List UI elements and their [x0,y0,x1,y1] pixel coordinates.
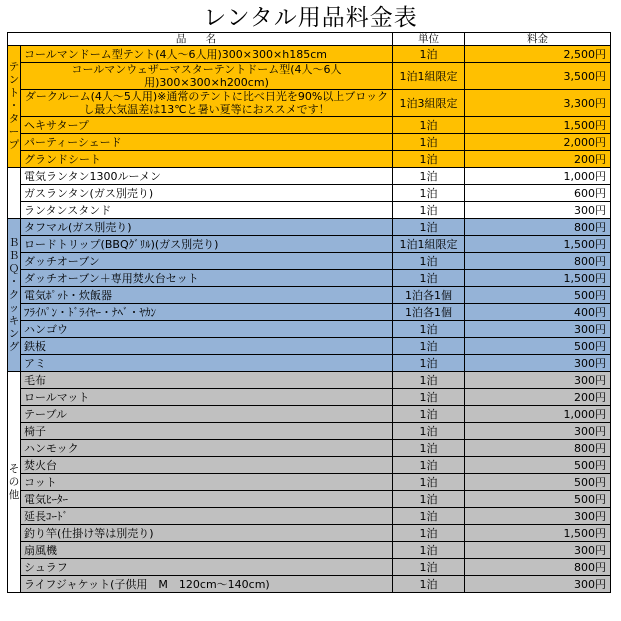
item-name: アミ [21,355,393,372]
item-unit: 1泊 [393,253,465,270]
item-price: 1,500円 [465,525,611,542]
table-row [8,185,611,202]
item-name: 焚火台 [21,457,393,474]
item-name: ヘキサタープ [21,117,393,134]
item-name: コット [21,474,393,491]
item-unit: 1泊 [393,440,465,457]
item-name: 延長ｺｰﾄﾞ [21,508,393,525]
item-name: テーブル [21,406,393,423]
category-char: そ [8,462,20,475]
category-char: ー [8,126,20,138]
item-unit: 1泊 [393,202,465,219]
item-unit: 1泊1組限定 [393,63,465,90]
item-name: コールマンドーム型テント(4人～6人用)300×300×h185cm [21,46,393,63]
table-row [8,236,611,253]
table-row [8,117,611,134]
category-char: ン [8,327,20,340]
item-name: ロードトリップ(BBQｸﾞﾘﾙ)(ガス別売り) [21,236,393,253]
item-price: 500円 [465,287,611,304]
item-name: ダッチオーブン [21,253,393,270]
item-name: 電気ランタン1300ルーメン [21,168,393,185]
item-price: 2,500円 [465,46,611,63]
table-row [8,457,611,474]
item-unit: 1泊 [393,46,465,63]
item-price: 1,500円 [465,117,611,134]
table-row [8,270,611,287]
item-name: ダッチオーブン＋専用焚火台セット [21,270,393,287]
item-price: 500円 [465,491,611,508]
item-name: コールマンウェザーマスターテントドーム型(4人～6人用)300×300×h200cm) [21,63,393,90]
page-title: レンタル用品料金表 [203,5,418,31]
item-name: ハンモック [21,440,393,457]
item-price: 800円 [465,559,611,576]
item-unit: 1泊 [393,542,465,559]
category-char: ン [8,74,20,86]
item-name: ロールマット [21,389,393,406]
item-price: 800円 [465,253,611,270]
item-price: 800円 [465,440,611,457]
category-char: 他 [8,488,20,501]
table-row [8,440,611,457]
category-char: プ [8,139,20,151]
table-row [8,46,611,63]
item-unit: 1泊 [393,134,465,151]
item-price: 400円 [465,304,611,321]
item-name: 扇風機 [21,542,393,559]
item-unit: 1泊 [393,508,465,525]
item-name: ダークルーム(4人～5人用)※通常のテントに比べ日光を90%以上ブロックし最大気温差は13℃と暑い夏等におススメです！ [21,90,393,117]
item-name: 釣り竿(仕掛け等は別売り) [21,525,393,542]
category-char: ・ [8,100,20,112]
item-unit: 1泊 [393,389,465,406]
item-unit: 1泊 [393,338,465,355]
item-unit: 1泊 [393,559,465,576]
category-char: ッ [8,301,20,314]
item-price: 1,000円 [465,406,611,423]
table-row [8,90,611,117]
header-name: 品 名 [8,33,393,46]
table-row [8,168,611,185]
table-row [8,508,611,525]
table-row [8,287,611,304]
item-price: 200円 [465,151,611,168]
category-char: Ｂ [8,249,20,262]
header-price: 料金 [465,33,611,46]
table-row [8,491,611,508]
item-name: 椅子 [21,423,393,440]
item-price: 300円 [465,202,611,219]
item-unit: 1泊 [393,117,465,134]
table-row [8,474,611,491]
item-unit: 1泊 [393,372,465,389]
item-price: 1,500円 [465,270,611,287]
item-unit: 1泊 [393,270,465,287]
item-unit: 1泊 [393,355,465,372]
item-name: グランドシート [21,151,393,168]
item-price: 500円 [465,338,611,355]
rental-price-table [7,32,611,593]
item-name: シュラフ [21,559,393,576]
item-name: タフマル(ガス別売り) [21,219,393,236]
category-label-other [8,372,21,593]
item-name: ライフジャケット(子供用 M 120cm～140cm) [21,576,393,593]
table-row [8,576,611,593]
table-header-row [8,33,611,46]
item-unit: 1泊各1個 [393,287,465,304]
item-price: 300円 [465,576,611,593]
table-row [8,134,611,151]
item-price: 300円 [465,355,611,372]
item-name: 鉄板 [21,338,393,355]
item-price: 300円 [465,508,611,525]
category-char: ト [8,87,20,99]
category-char: キ [8,314,20,327]
category-label-lighting [8,168,21,219]
category-char: グ [8,340,20,353]
item-unit: 1泊 [393,168,465,185]
item-price: 2,000円 [465,134,611,151]
table-row [8,542,611,559]
item-unit: 1泊 [393,219,465,236]
item-unit: 1泊3組限定 [393,90,465,117]
table-row [8,63,611,90]
item-unit: 1泊各1個 [393,304,465,321]
category-label-tent [8,46,21,168]
category-char: Ｑ [8,262,20,275]
item-unit: 1泊1組限定 [393,236,465,253]
item-unit: 1泊 [393,423,465,440]
item-price: 300円 [465,372,611,389]
table-row [8,372,611,389]
item-price: 800円 [465,219,611,236]
table-row [8,304,611,321]
item-unit: 1泊 [393,151,465,168]
item-unit: 1泊 [393,525,465,542]
category-char: Ｂ [8,236,20,249]
item-name: 毛布 [21,372,393,389]
table-row [8,338,611,355]
item-unit: 1泊 [393,457,465,474]
table-row [8,253,611,270]
item-price: 3,300円 [465,90,611,117]
item-price: 300円 [465,542,611,559]
item-price: 1,000円 [465,168,611,185]
item-price: 1,500円 [465,236,611,253]
table-row [8,559,611,576]
table-row [8,355,611,372]
item-price: 500円 [465,457,611,474]
item-unit: 1泊 [393,321,465,338]
item-name: 電気ﾋｰﾀｰ [21,491,393,508]
item-price: 200円 [465,389,611,406]
item-unit: 1泊 [393,576,465,593]
table-row [8,321,611,338]
item-name: ﾌﾗｲﾊﾟﾝ・ﾄﾞﾗｲﾔｰ・ﾅﾍﾞ・ﾔｶﾝ [21,304,393,321]
table-row [8,151,611,168]
item-price: 300円 [465,321,611,338]
item-price: 3,500円 [465,63,611,90]
table-row [8,202,611,219]
header-unit: 単位 [393,33,465,46]
table-row [8,389,611,406]
item-price: 500円 [465,474,611,491]
table-row [8,219,611,236]
category-char: テ [8,61,20,73]
category-char: タ [8,113,20,125]
table-row [8,423,611,440]
item-name: パーティーシェード [21,134,393,151]
table-row [8,525,611,542]
item-unit: 1泊 [393,474,465,491]
category-char: の [8,475,20,488]
item-unit: 1泊 [393,406,465,423]
item-price: 300円 [465,423,611,440]
item-name: 電気ﾎﾟｯﾄ・炊飯器 [21,287,393,304]
item-name: ハンゴウ [21,321,393,338]
category-label-bbq [8,219,21,372]
item-price: 600円 [465,185,611,202]
table-row [8,406,611,423]
item-unit: 1泊 [393,491,465,508]
item-name: ランタンスタンド [21,202,393,219]
category-char: ・ [8,275,20,288]
item-unit: 1泊 [393,185,465,202]
category-char: ク [8,288,20,301]
table-body [8,46,611,593]
item-name: ガスランタン(ガス別売り) [21,185,393,202]
